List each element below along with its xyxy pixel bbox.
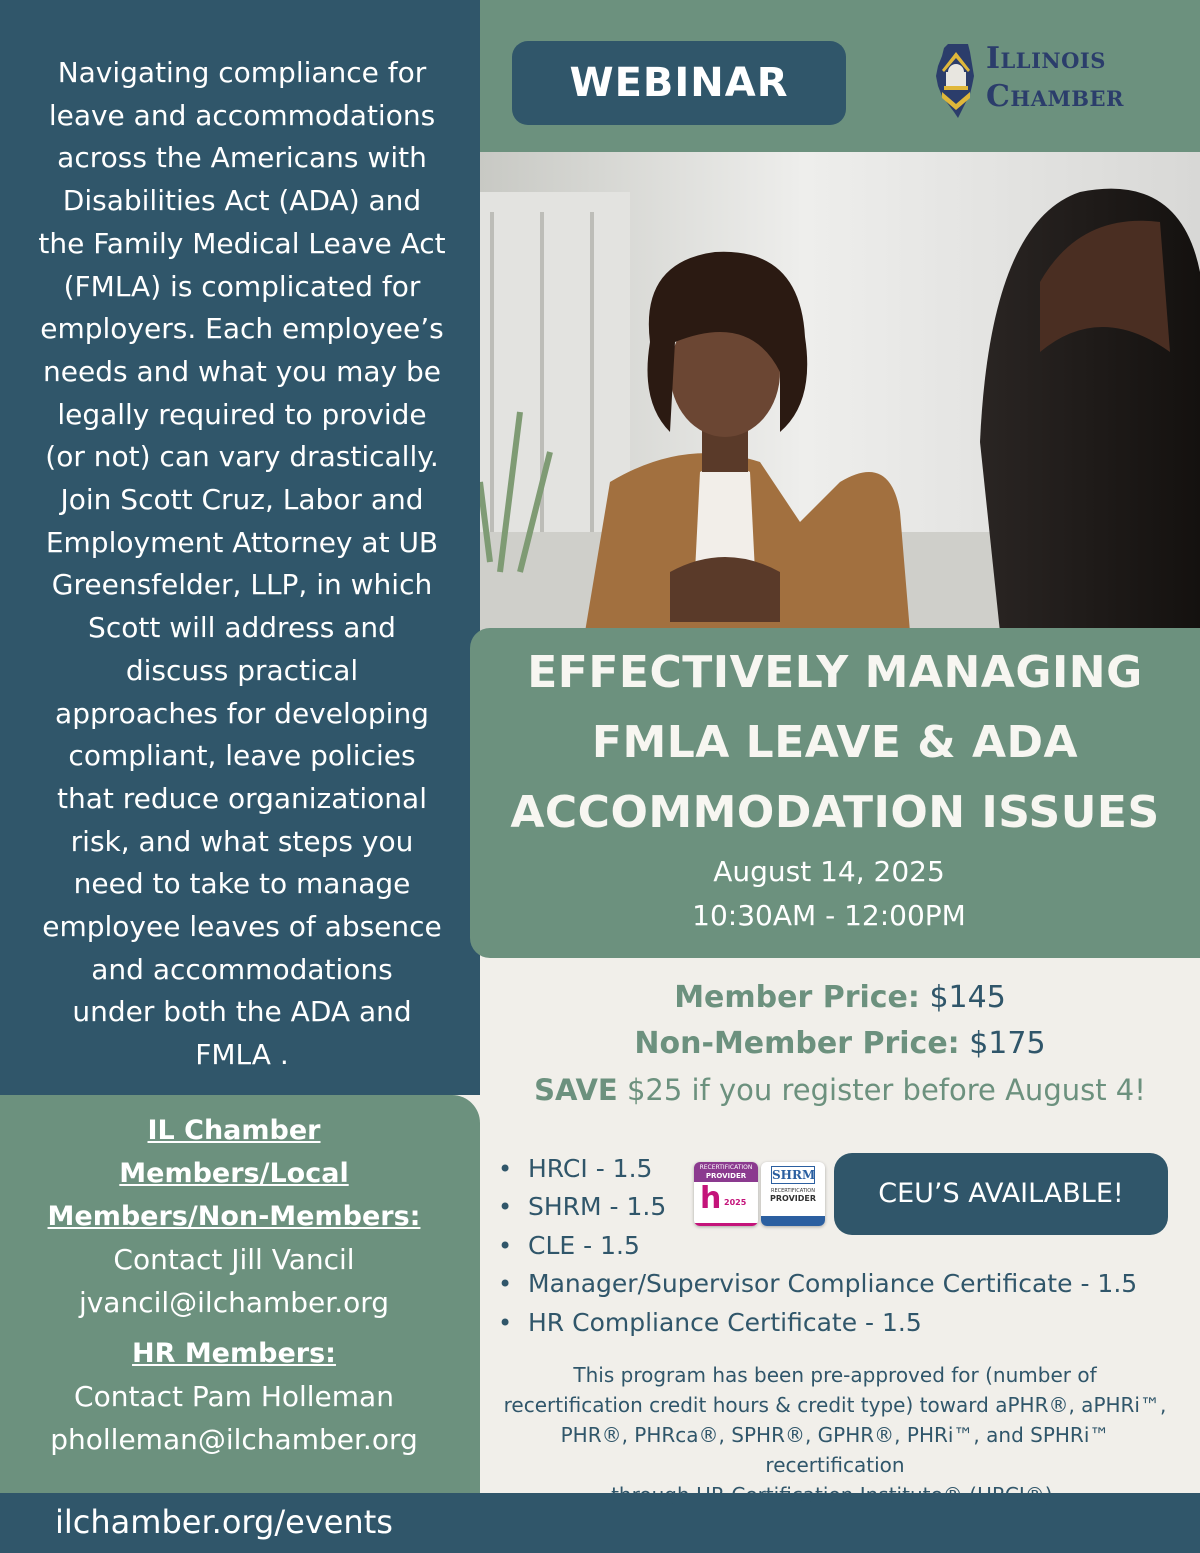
illinois-state-icon: [934, 42, 978, 120]
title-line: FMLA LEAVE & ADA: [591, 717, 1079, 768]
intro-line: Employment Attorney at UB: [45, 525, 439, 559]
ceus-available-button: CEU’S AVAILABLE!: [834, 1153, 1168, 1235]
logo-line: Illinois: [986, 41, 1106, 76]
list-item: • Manager/Supervisor Compliance Certificate - 1.5: [498, 1265, 1200, 1303]
office-meeting-image: [480, 152, 1200, 632]
contact-list: [0, 1109, 468, 1461]
intro-line: (FMLA) is complicated for: [63, 269, 421, 303]
intro-text: [8, 52, 476, 1077]
members-heading: Members/Local: [119, 1158, 349, 1189]
webinar-badge: WEBINAR: [512, 41, 846, 125]
description-panel: [0, 0, 480, 1095]
hrci-badge-line: RECERTIFICATION: [699, 1164, 753, 1171]
title-line: EFFECTIVELY MANAGING: [527, 647, 1143, 698]
intro-line: FMLA .: [195, 1038, 289, 1072]
member-price-value: $145: [929, 980, 1006, 1015]
hrci-badge-line: PROVIDER: [705, 1172, 747, 1180]
contact-name: Contact Pam Holleman: [74, 1380, 394, 1413]
intro-line: Disabilities Act (ADA) and: [62, 184, 422, 218]
contact-panel: [0, 1095, 480, 1495]
shrm-badge-line: PROVIDER: [769, 1194, 817, 1203]
shrm-logo: SHRM: [772, 1168, 816, 1182]
hero-photo: [480, 152, 1200, 632]
intro-line: need to take to manage: [73, 867, 411, 901]
list-item: • HR Compliance Certificate - 1.5: [498, 1304, 1200, 1342]
hrci-badge-header: [694, 1162, 758, 1182]
members-heading: IL Chamber: [147, 1115, 321, 1146]
intro-line: leave and accommodations: [48, 98, 436, 132]
contact-name: Contact Jill Vancil: [113, 1243, 355, 1276]
illinois-chamber-logo: [934, 40, 1184, 120]
intro-line: risk, and what steps you: [70, 824, 414, 858]
hrci-h-icon: h: [700, 1181, 722, 1216]
member-price-label: Member Price:: [674, 980, 920, 1015]
intro-line: discuss practical: [125, 653, 359, 687]
intro-line: that reduce organizational: [57, 781, 427, 815]
logo-line: Chamber: [986, 79, 1124, 114]
intro-line: Join Scott Cruz, Labor and: [60, 483, 424, 517]
intro-line: needs and what you may be: [43, 354, 441, 388]
intro-line: approaches for developing: [55, 696, 429, 730]
members-heading: Members/Non-Members:: [47, 1201, 421, 1232]
title-line: ACCOMMODATION ISSUES: [510, 787, 1160, 838]
event-title: [470, 638, 1200, 848]
intro-line: Scott will address and: [88, 611, 396, 645]
logo-wordmark: [986, 40, 1124, 116]
intro-line: legally required to provide: [57, 397, 427, 431]
save-label: SAVE: [534, 1073, 618, 1107]
save-text: $25 if you register before August 4!: [626, 1073, 1146, 1107]
disclaimer-line: recertification credit hours & credit type) toward aPHR®, aPHRi™,: [503, 1393, 1167, 1417]
intro-line: Greensfelder, LLP, in which: [51, 568, 433, 602]
shrm-provider-badge: [761, 1162, 825, 1226]
intro-line: compliant, leave policies: [68, 739, 416, 773]
event-title-panel: [470, 628, 1200, 958]
hrci-provider-badge: [694, 1162, 758, 1226]
list-item: • SHRM - 1.5: [498, 1188, 1200, 1226]
contact-email-link[interactable]: jvancil@ilchamber.org: [78, 1286, 390, 1319]
disclaimer-line: through HR Certification Institute® (HRCI®).: [611, 1483, 1059, 1507]
intro-line: the Family Medical Leave Act: [38, 226, 446, 260]
intro-line: across the Americans with: [57, 141, 427, 175]
hrci-badge-year: 2025: [724, 1198, 747, 1207]
disclaimer-line: PHR®, PHRca®, SPHR®, GPHR®, PHRi™, and SPHRi™ recertification: [560, 1423, 1110, 1477]
intro-line: (or not) can vary drastically.: [45, 440, 439, 474]
shrm-badge-stripe: [761, 1216, 825, 1226]
hr-members-heading: HR Members:: [132, 1338, 336, 1369]
events-url-link[interactable]: ilchamber.org/events: [55, 1503, 393, 1541]
intro-line: employers. Each employee’s: [40, 312, 444, 346]
event-date: August 14, 2025: [713, 855, 945, 888]
disclaimer-line: This program has been pre-approved for (number of: [573, 1363, 1097, 1387]
intro-line: under both the ADA and: [72, 995, 412, 1029]
intro-line: Navigating compliance for: [57, 56, 427, 89]
intro-line: and accommodations: [91, 952, 393, 986]
hrci-disclaimer: [490, 1360, 1180, 1510]
pricing-block: [480, 975, 1200, 1113]
shrm-badge-line: RECERTIFICATION: [770, 1188, 815, 1194]
nonmember-price-label: Non-Member Price:: [634, 1026, 960, 1061]
hrci-badge-stripe: [694, 1223, 758, 1226]
event-time: 10:30AM - 12:00PM: [692, 899, 966, 932]
member-price: [480, 975, 1200, 1021]
list-item: • CLE - 1.5: [498, 1227, 1200, 1265]
nonmember-price: [480, 1021, 1200, 1067]
contact-email-link[interactable]: pholleman@ilchamber.org: [50, 1423, 418, 1456]
intro-line: employee leaves of absence: [42, 910, 442, 944]
early-save-note: [480, 1067, 1200, 1113]
list-item: • HRCI - 1.5: [498, 1150, 1200, 1188]
nonmember-price-value: $175: [969, 1026, 1046, 1061]
